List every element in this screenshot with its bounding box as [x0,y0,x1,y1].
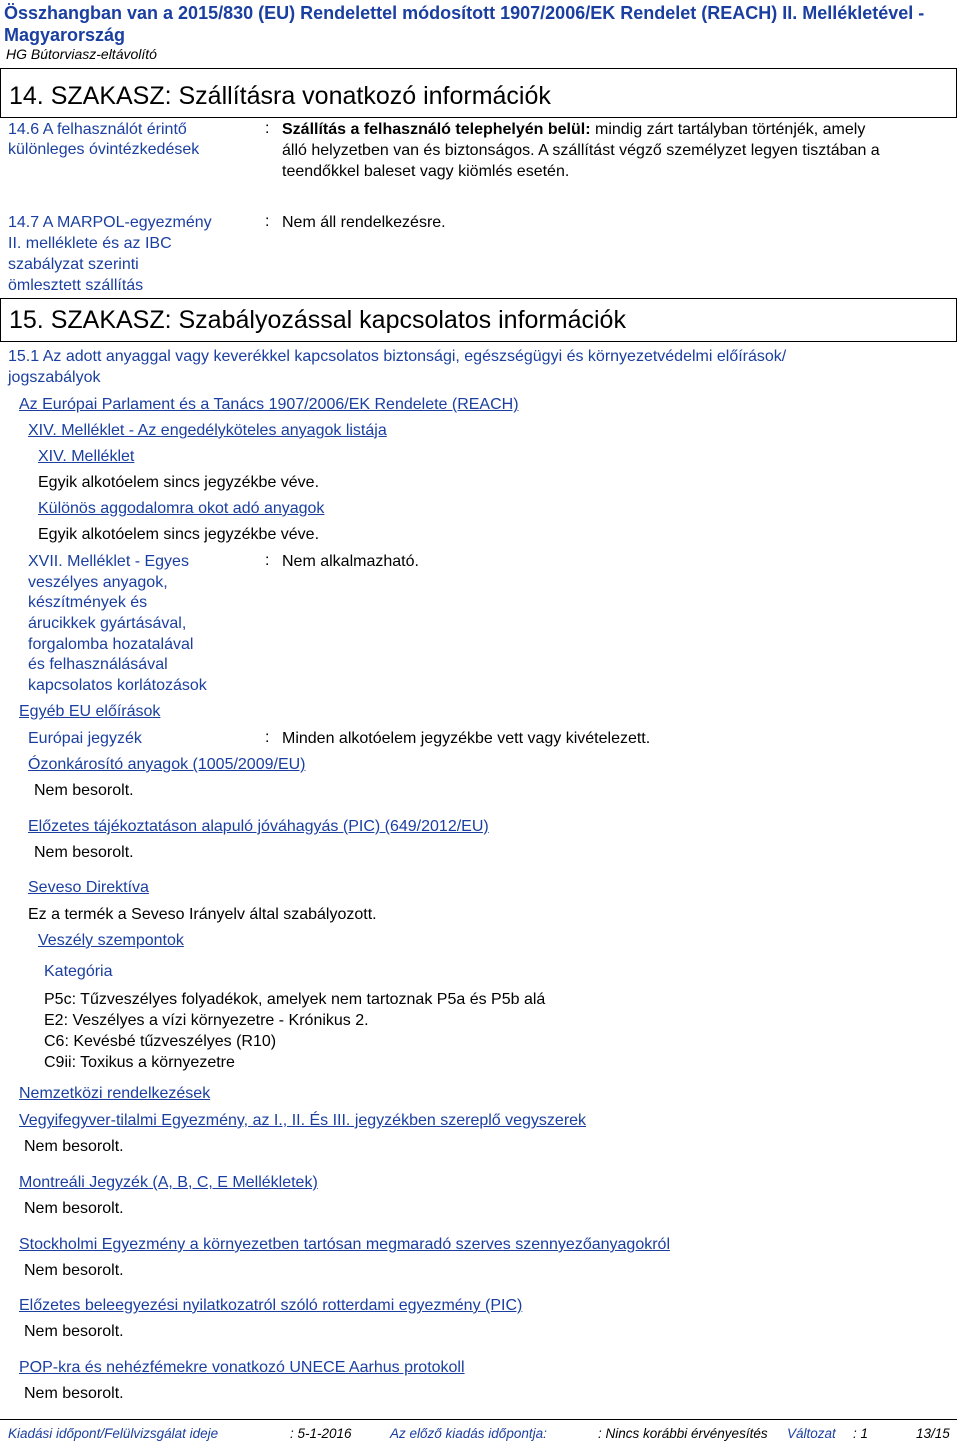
category-row: E2: Veszélyes a vízi környezetre - Krónikus 2. [44,1012,369,1029]
ozone-value: Nem besorolt. [34,782,134,799]
other-eu-regulations: Egyéb EU előírások [19,703,161,720]
footer-issue-label: Kiadási időpont/Felülvizsgálat ideje [8,1426,219,1441]
annex-xvii-label-7: kapcsolatos korlátozások [28,677,207,694]
annex-xvii-label-3: készítmények és [28,594,148,611]
rotterdam-value: Nem besorolt. [24,1323,124,1340]
chem-weapons-heading: Vegyifegyver-tilalmi Egyezmény, az I., II. És III. jegyzékben szereplő vegyszerek [19,1112,587,1129]
montreal-heading: Montreáli Jegyzék (A, B, C, E Mellékletek) [19,1174,318,1191]
annex-xvii-label-2: veszélyes anyagok, [28,574,168,591]
item-14-7-label-4: ömlesztett szállítás [8,277,144,294]
item-14-6-value-line2: álló helyzetben van és biztonságos. A szállítást végző személyzet legyen tisztában a [282,142,880,159]
annex-xiv-value: Egyik alkotóelem sincs jegyzékbe véve. [38,474,320,491]
footer-issue-value: : 5-1-2016 [290,1426,352,1441]
item-14-7-label-2: II. melléklete és az IBC [8,235,172,252]
pic-value: Nem besorolt. [34,844,134,861]
annex-xvii-label-1: XVII. Melléklet - Egyes [28,553,189,570]
colon: : [265,729,270,746]
annex-xvii-label-6: és felhasználásával [28,656,168,673]
document-title-line1: Összhangban van a 2015/830 (EU) Rendelettel módosított 1907/2006/EK Rendelet (REACH) II. Mellékletével - [4,3,925,23]
annex-xiv-list: XIV. Melléklet - Az engedélyköteles anyagok listája [28,422,387,439]
footer-version-label: Változat [787,1426,836,1441]
item-14-6-value-line1 [282,120,865,140]
eu-inventory-label: Európai jegyzék [28,730,142,747]
document-title-line2: Magyarország [4,25,126,45]
category-column-header: Kategória [44,963,113,980]
category-row: P5c: Tűzveszélyes folyadékok, amelyek nem tartoznak P5a és P5b alá [44,991,546,1008]
footer-previous-label: Az előző kiadás időpontja: [390,1426,547,1441]
category-row: C6: Kevésbé tűzveszélyes (R10) [44,1033,277,1050]
item-14-6-label-1: 14.6 A felhasználót érintő [8,121,187,138]
colon: : [265,552,270,569]
ozone-heading: Ózonkárosító anyagok (1005/2009/EU) [28,756,306,773]
colon: : [265,120,270,137]
international-regulations: Nemzetközi rendelkezések [19,1085,211,1102]
annex-xiv: XIV. Melléklet [38,448,135,465]
aarhus-value: Nem besorolt. [24,1385,124,1402]
rotterdam-heading: Előzetes beleegyezési nyilatkozatról szóló rotterdami egyezmény (PIC) [19,1297,523,1314]
stockholm-heading: Stockholmi Egyezmény a környezetben tartósan megmaradó szerves szennyezőanyagokról [19,1236,670,1253]
section-14-header [0,68,957,118]
s15-1-heading-line2: jogszabályok [8,369,101,386]
seveso-heading: Seveso Direktíva [28,879,149,896]
product-name: HG Bútorviasz-eltávolító [6,46,157,62]
category-row: C9ii: Toxikus a környezetre [44,1054,235,1071]
stockholm-value: Nem besorolt. [24,1262,124,1279]
section-15-header [0,298,957,342]
annex-xvii-label-5: forgalomba hozatalával [28,636,194,653]
svhc-value: Egyik alkotóelem sincs jegyzékbe véve. [38,526,320,543]
footer-divider [0,1419,957,1420]
annex-xvii-value: Nem alkalmazható. [282,553,419,570]
footer-page-number: 13/15 [916,1426,950,1441]
colon: : [265,213,270,230]
footer-version-value: : 1 [853,1426,869,1441]
seveso-value: Ez a termék a Seveso Irányelv által szabályozott. [28,906,377,923]
eu-inventory-value: Minden alkotóelem jegyzékbe vett vagy kivételezett. [282,730,651,747]
chem-weapons-value: Nem besorolt. [24,1138,124,1155]
pic-heading: Előzetes tájékoztatáson alapuló jóváhagyás (PIC) (649/2012/EU) [28,818,489,835]
svhc-heading: Különös aggodalomra okot adó anyagok [38,500,325,517]
footer-previous-value: : Nincs korábbi érvényesítés [598,1426,768,1441]
section-15-title: 15. SZAKASZ: Szabályozással kapcsolatos információk [9,306,626,334]
item-14-6-label-2: különleges óvintézkedések [8,141,200,158]
s15-1-heading-line1: 15.1 Az adott anyaggal vagy keverékkel kapcsolatos biztonsági, egészségügyi és környezetvédelmi előírások/ [8,348,787,365]
item-14-7-label-3: szabályzat szerinti [8,256,139,273]
item-14-6-value-bold: Szállítás a felhasználó telephelyén belül: [282,121,591,138]
hazard-aspects-heading: Veszély szempontok [38,932,184,949]
item-14-7-value: Nem áll rendelkezésre. [282,214,446,231]
section-14-title: 14. SZAKASZ: Szállításra vonatkozó információk [9,82,551,110]
annex-xvii-label-4: árucikkek gyártásával, [28,615,187,632]
item-14-7-label-1: 14.7 A MARPOL-egyezmény [8,214,212,231]
aarhus-heading: POP-kra és nehézfémekre vonatkozó UNECE Aarhus protokoll [19,1359,465,1376]
item-14-6-value-line3: teendőkkel baleset vagy kiömlés esetén. [282,163,570,180]
montreal-value: Nem besorolt. [24,1200,124,1217]
item-14-6-value-rest: mindig zárt tartályban történjék, amely [590,121,866,138]
eu-reach-regulation: Az Európai Parlament és a Tanács 1907/2006/EK Rendelete (REACH) [19,396,519,413]
